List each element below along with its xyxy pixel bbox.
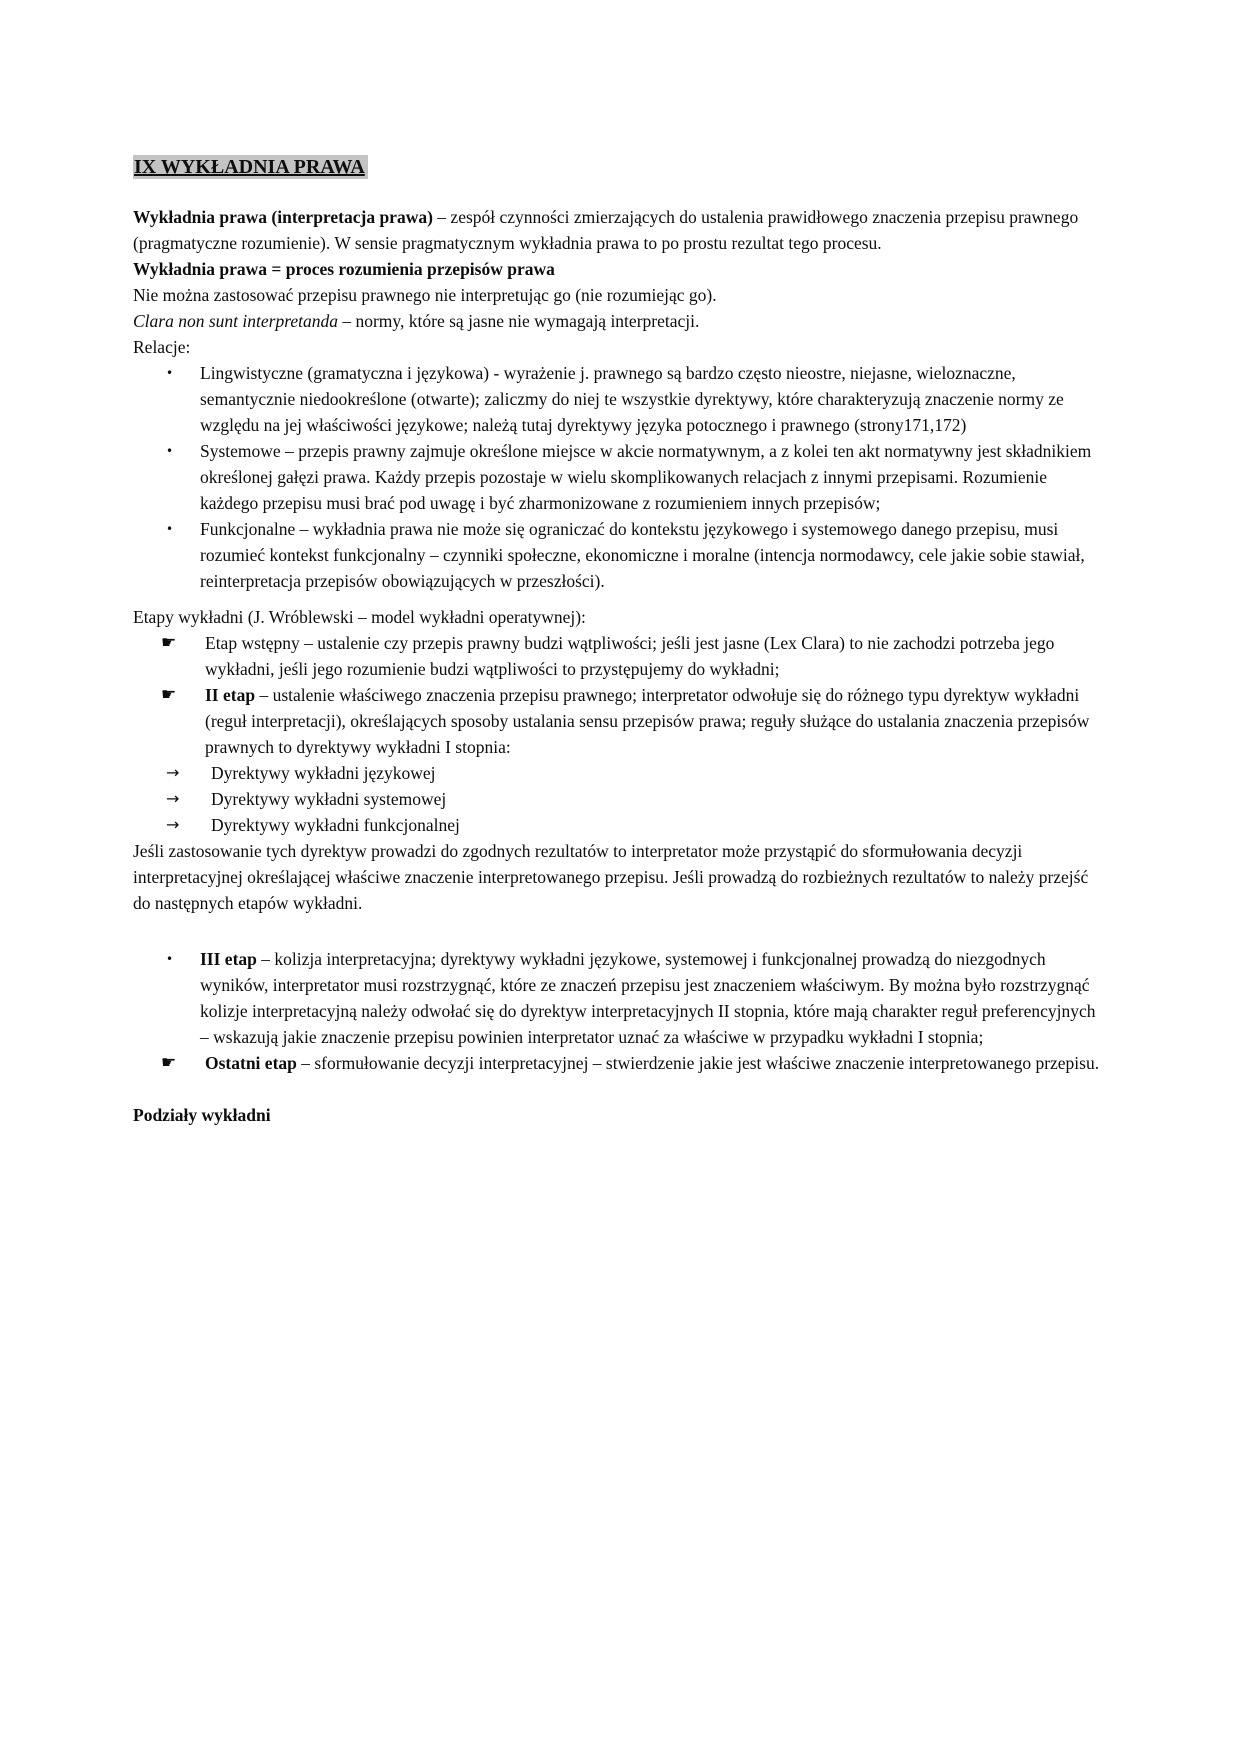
arrow-icon: → [166,763,180,782]
list-item-etap-2 [133,682,1102,760]
list-item-dyrektywy-systemowej [133,786,1102,812]
list-item-text [205,1053,1099,1073]
bullet-icon: • [166,366,174,380]
etap-3-lead: III etap [200,949,257,969]
list-item-dyrektywy-funkcjonalnej [133,812,1102,838]
list-item-text: Systemowe – przepis prawny zajmuje określone miejsce w akcie normatywnym, a z kolei ten akt normatywny jest składnikiem określonej gałęzi prawa. Każdy przepis pozostaje w wielu skomplikowanych relacjach z innymi przepisami. Rozumienie każdego przepisu musi brać pod uwagę i być zharmonizowane z rozumieniem innych przepisów; [200,441,1092,513]
list-item-funkcjonalne [133,516,1102,594]
podzialy-heading [133,1102,1102,1128]
list-item-text: Etap wstępny – ustalenie czy przepis prawny budzi wątpliwości; jeśli jest jasne (Lex Clara) to nie zachodzi potrzeba jego wykładni, jeśli jego rozumienie budzi wątpliwości to przystępujemy do wykładni; [205,633,1055,679]
hand-pointer-icon: ☛ [161,633,177,653]
ostatni-etap-lead: Ostatni etap [205,1053,297,1073]
list-item-dyrektywy-jezykowej [133,760,1102,786]
bullet-icon: • [166,444,174,458]
list-item-text [200,949,1096,1047]
clara-latin: Clara non sunt interpretanda [133,311,338,331]
list-item-text: Lingwistyczne (gramatyczna i językowa) - wyrażenie j. prawnego są bardzo często nieostre, niejasne, wieloznaczne, semantycznie niedookreślone (otwarte); zaliczmy do niej te wszystkie dyrektywy, które charakteryzują znaczenie normy ze względu na jej właściwości językowe; należą tutaj dyrektywy języka potocznego i prawnego (strony171,172) [200,363,1064,435]
intro-paragraph [133,204,1102,256]
etap-3-text: – kolizja interpretacyjna; dyrektywy wykładni językowe, systemowej i funkcjonalnej prowadzą do niezgodnych wyników, interpretator musi rozstrzygnąć, które ze znaczeń przepisu jest znaczeniem właściwym. By można było rozstrzygnąć kolizje interpretacyjną należy odwołać się do dyrektyw interpretacyjnych II stopnia, które mają charakter reguł preferencyjnych – wskazują jakie znaczenie przepisu powinien interpretator uznać za właściwe w przypadku wykładni I stopnia; [200,949,1096,1047]
list-item-text [205,685,1089,757]
intro-text: – zespół czynności zmierzających do ustalenia prawidłowego znaczenia przepisu prawnego (pragmatyczne rozumienie). W sensie pragmatycznym wykładnia prawa to po prostu rezultat tego procesu. [133,207,1079,253]
process-definition-text: Wykładnia prawa = proces rozumienia przepisów prawa [133,259,555,279]
etapy-label: Etapy wykładni (J. Wróblewski – model wykładni operatywnej): [133,607,586,627]
jesli-paragraph: Jeśli zastosowanie tych dyrektyw prowadzi do zgodnych rezultatów to interpretator może przystąpić do sformułowania decyzji interpretacyjnej określającej właściwe znaczenie interpretowanego przepisu. Jeśli prowadzą do rozbieżnych rezultatów to należy przejść do następnych etapów wykładni. [133,841,1089,913]
list-item-text: Dyrektywy wykładni językowej [211,763,436,783]
list-item-text: Dyrektywy wykładni funkcjonalnej [211,815,460,835]
page-title [133,152,1102,182]
bullet-icon: • [166,952,174,966]
list-item-text: Dyrektywy wykładni systemowej [211,789,447,809]
podzialy-heading-text: Podziały wykładni [133,1105,271,1125]
intro-lead: Wykładnia prawa (interpretacja prawa) [133,207,433,227]
list-item-etap-wstepny [133,630,1102,682]
clara-text: – normy, które są jasne nie wymagają interpretacji. [337,311,700,331]
clara-principle-line [133,308,1102,334]
list-item-lingwistyczne [133,360,1102,438]
hand-pointer-icon: ☛ [161,1053,177,1073]
list-item-text: Funkcjonalne – wykładnia prawa nie może się ograniczać do kontekstu językowego i systemowego danego przepisu, musi rozumieć kontekst funkcjonalny – czynniki społeczne, ekonomiczne i moralne (intencja normodawcy, cele jakie sobie stawiał, reinterpretacja przepisów obowiązujących w przeszłości). [200,519,1085,591]
apply-rule-line: Nie można zastosować przepisu prawnego nie interpretując go (nie rozumiejąc go). [133,285,717,305]
page-title-highlight: IX WYKŁADNIA PRAWA [133,155,368,179]
process-definition-line [133,256,1102,282]
relacje-label: Relacje: [133,337,191,357]
hand-pointer-icon: ☛ [161,685,177,705]
bullet-icon: • [166,522,174,536]
list-item-ostatni-etap [133,1050,1102,1076]
arrow-icon: → [166,789,180,808]
etap-2-text: – ustalenie właściwego znaczenia przepisu prawnego; interpretator odwołuje się do różnego typu dyrektyw wykładni (reguł interpretacji), określających sposoby ustalania sensu przepisów prawa; reguły służące do ustalania znaczenia przepisów prawnych to dyrektywy wykładni I stopnia: [205,685,1090,757]
list-item-etap-3 [133,946,1102,1050]
list-item-systemowe [133,438,1102,516]
arrow-icon: → [166,815,180,834]
etap-2-lead: II etap [205,685,256,705]
ostatni-etap-text: – sformułowanie decyzji interpretacyjnej – stwierdzenie jakie jest właściwe znaczenie interpretowanego przepisu. [296,1053,1100,1073]
